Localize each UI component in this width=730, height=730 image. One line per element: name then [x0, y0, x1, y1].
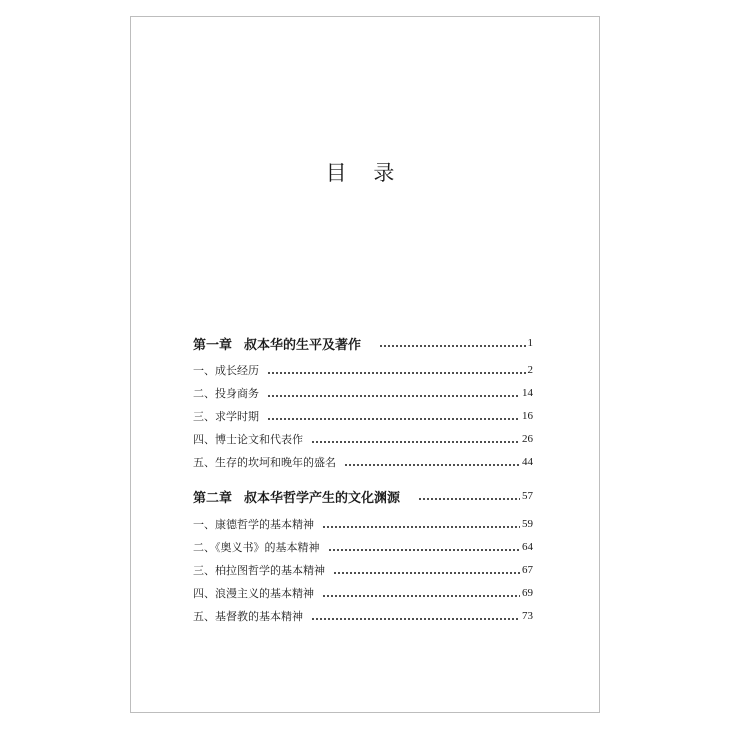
page-number: 59 — [522, 518, 533, 530]
page-number: 64 — [522, 541, 533, 553]
page-number: 67 — [522, 564, 533, 576]
section-label: 一、成长经历 — [193, 364, 259, 377]
toc-chapter-1[interactable] — [193, 333, 533, 353]
toc-section[interactable] — [193, 406, 533, 426]
chapter-title: 叔本华哲学产生的文化渊源 — [244, 490, 401, 506]
page-number: 73 — [522, 610, 533, 622]
toc-section[interactable] — [193, 583, 533, 603]
page-number: 16 — [522, 410, 533, 422]
dot-leader — [418, 498, 520, 500]
chapter-number: 第一章 — [193, 337, 233, 353]
section-label: 一、康德哲学的基本精神 — [193, 518, 314, 531]
chapter-label — [193, 487, 400, 506]
dot-leader — [267, 372, 526, 374]
section-label: 四、浪漫主义的基本精神 — [193, 587, 314, 600]
chapter-title: 叔本华的生平及著作 — [244, 337, 362, 353]
page-number: 1 — [527, 337, 533, 349]
toc-section[interactable] — [193, 452, 533, 472]
section-label: 四、博士论文和代表作 — [193, 433, 303, 446]
page-number: 26 — [522, 433, 533, 445]
section-label: 二、《奥义书》的基本精神 — [193, 541, 320, 554]
section-label: 五、基督教的基本精神 — [193, 610, 303, 623]
toc-section[interactable] — [193, 383, 533, 403]
dot-leader — [379, 345, 525, 347]
toc-section[interactable] — [193, 560, 533, 580]
page-number: 44 — [522, 456, 533, 468]
dot-leader — [322, 595, 520, 597]
dot-leader — [267, 418, 520, 420]
toc-section[interactable] — [193, 360, 533, 380]
toc-section[interactable] — [193, 514, 533, 534]
page-number: 14 — [522, 387, 533, 399]
toc-section[interactable] — [193, 606, 533, 626]
dot-leader — [328, 549, 521, 551]
page-number: 57 — [522, 490, 533, 502]
toc-section[interactable] — [193, 429, 533, 449]
section-label: 三、柏拉图哲学的基本精神 — [193, 564, 325, 577]
chapter-number: 第二章 — [193, 490, 233, 506]
chapter-label — [193, 334, 361, 353]
page-number: 69 — [522, 587, 533, 599]
dot-leader — [322, 526, 520, 528]
dot-leader — [333, 572, 520, 574]
dot-leader — [267, 395, 520, 397]
book-page — [130, 16, 600, 713]
toc-section[interactable] — [193, 537, 533, 557]
toc-chapter-2[interactable] — [193, 486, 533, 506]
section-label: 三、求学时期 — [193, 410, 259, 423]
dot-leader — [311, 618, 520, 620]
page-number: 2 — [527, 364, 533, 376]
section-label: 五、生存的坎坷和晚年的盛名 — [193, 456, 336, 469]
section-label: 二、投身商务 — [193, 387, 259, 400]
toc-title: 目 录 — [325, 161, 405, 185]
dot-leader — [311, 441, 520, 443]
dot-leader — [344, 464, 520, 466]
